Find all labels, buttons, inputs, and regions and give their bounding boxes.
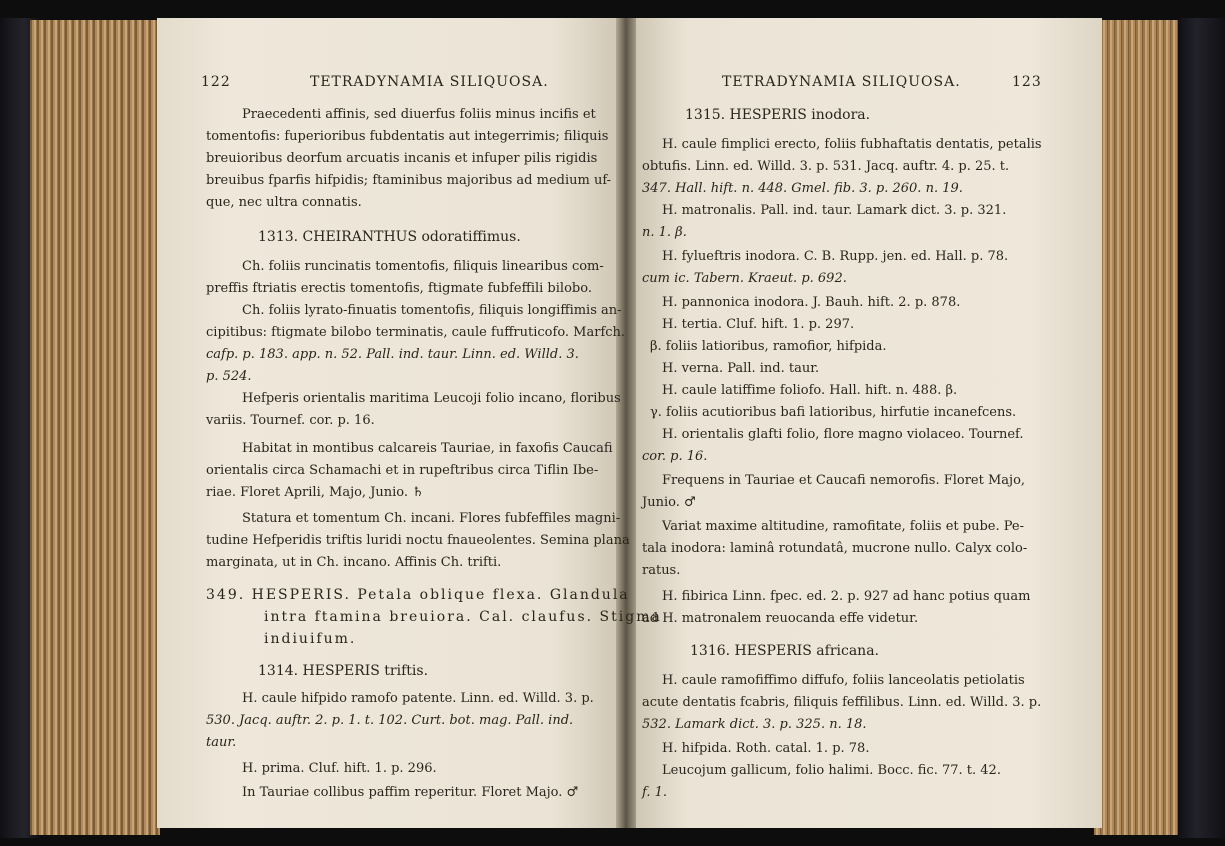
- text-line: preffis ftriatis erectis tomentofis, ftigmate fubfeffili bilobo.: [206, 281, 592, 296]
- text-line: H. orientalis glafti folio, flore magno violaceo. Tournef.: [662, 427, 1024, 442]
- text-line: variis. Tournef. cor. p. 16.: [206, 413, 375, 428]
- text-line: H. hifpida. Roth. catal. 1. p. 78.: [662, 741, 870, 756]
- text-line: H. caule ramofiffimo diffufo, foliis lanceolatis petiolatis: [662, 673, 1025, 688]
- text-line: Leucojum gallicum, folio halimi. Bocc. fic. 77. t. 42.: [662, 763, 1001, 778]
- text-line: que, nec ultra connatis.: [206, 195, 362, 210]
- genus-heading: 349. HESPERIS. Petala oblique flexa. Glandula: [206, 587, 630, 603]
- text-line: cor. p. 16.: [642, 449, 708, 464]
- text-line: H. pannonica inodora. J. Bauh. hift. 2. p. 878.: [662, 295, 961, 310]
- text-line: Statura et tomentum Ch. incani. Flores fubfeffiles magni-: [242, 511, 621, 526]
- book-gutter: [616, 18, 636, 828]
- species-heading: 1313. CHEIRANTHUS odoratiffimus.: [258, 229, 521, 245]
- text-line: 347. Hall. hift. n. 448. Gmel. fib. 3. p. 260. n. 19.: [642, 181, 963, 196]
- text-line: breuioribus deorfum arcuatis incanis et infuper pilis rigidis: [206, 151, 598, 166]
- text-line: Habitat in montibus calcareis Tauriae, in faxofis Caucafi: [242, 441, 613, 456]
- species-heading: 1314. HESPERIS triftis.: [258, 663, 429, 679]
- text-line: tala inodora: laminâ rotundatâ, mucrone nullo. Calyx colo-: [642, 541, 1028, 556]
- species-heading: 1315. HESPERIS inodora.: [685, 107, 871, 123]
- text-line: marginata, ut in Ch. incano. Affinis Ch. trifti.: [206, 555, 502, 570]
- text-line: ad H. matronalem reuocanda effe videtur.: [642, 611, 919, 626]
- text-line: Ch. foliis runcinatis tomentofis, filiquis linearibus com-: [242, 259, 604, 274]
- text-line: Variat maxime altitudine, ramofitate, foliis et pube. Pe-: [662, 519, 1024, 534]
- text-line: tudine Hefperidis triftis luridi noctu fnaueolentes. Semina plana: [206, 533, 630, 548]
- text-line: H. prima. Cluf. hift. 1. p. 296.: [242, 761, 437, 776]
- species-heading: 1316. HESPERIS africana.: [690, 643, 879, 659]
- right-running-head: TETRADYNAMIA SILIQUOSA.: [722, 74, 961, 90]
- text-line: Junio. ♂: [642, 495, 696, 510]
- text-line: β. foliis latioribus, ramofior, hifpida.: [650, 339, 887, 354]
- text-line: H. verna. Pall. ind. taur.: [662, 361, 820, 376]
- text-line: Frequens in Tauriae et Caucafi nemorofis. Floret Majo,: [662, 473, 1026, 488]
- text-line: γ. foliis acutioribus bafi latioribus, hirfutie incanefcens.: [650, 405, 1017, 420]
- text-line: orientalis circa Schamachi et in rupeftribus circa Tiflin Ibe-: [206, 463, 599, 478]
- text-line: H. fylueftris inodora. C. B. Rupp. jen. ed. Hall. p. 78.: [662, 249, 1009, 264]
- text-line: breuibus fparfis hifpidis; ftaminibus majoribus ad medium uf-: [206, 173, 612, 188]
- text-line: ratus.: [642, 563, 681, 578]
- text-line: f. 1.: [642, 785, 668, 800]
- text-line: cafp. p. 183. app. n. 52. Pall. ind. taur. Linn. ed. Willd. 3.: [206, 347, 579, 362]
- page-edges-right: [1094, 20, 1178, 835]
- text-line: obtufis. Linn. ed. Willd. 3. p. 531. Jacq. auftr. 4. p. 25. t.: [642, 159, 1010, 174]
- text-line: 530. Jacq. auftr. 2. p. 1. t. 102. Curt. bot. mag. Pall. ind.: [206, 713, 574, 728]
- text-line: H. tertia. Cluf. hift. 1. p. 297.: [662, 317, 855, 332]
- text-line: cipitibus: ftigmate bilobo terminatis, caule fuffruticofo. Marfch.: [206, 325, 626, 340]
- page-edges-left: [30, 20, 160, 835]
- text-line: H. caule fimplici erecto, foliis fubhaftatis dentatis, petalis: [662, 137, 1042, 152]
- text-line: In Tauriae collibus paffim reperitur. Floret Majo. ♂: [242, 785, 579, 800]
- text-line: n. 1. β.: [642, 225, 687, 240]
- text-line: Hefperis orientalis maritima Leucoji folio incano, floribus: [242, 391, 621, 406]
- right-page-number: 123: [1012, 74, 1042, 90]
- genus-heading-cont: indiuifum.: [264, 631, 357, 647]
- text-line: H. fibirica Linn. fpec. ed. 2. p. 927 ad hanc potius quam: [662, 589, 1031, 604]
- text-line: p. 524.: [206, 369, 252, 384]
- text-line: tomentofis: fuperioribus fubdentatis aut integerrimis; filiquis: [206, 129, 609, 144]
- book-cover-right: [1177, 18, 1225, 838]
- text-line: acute dentatis fcabris, filiquis feffilibus. Linn. ed. Willd. 3. p.: [642, 695, 1042, 710]
- text-line: H. caule hifpido ramofo patente. Linn. ed. Willd. 3. p.: [242, 691, 594, 706]
- text-line: Praecedenti affinis, sed diuerfus foliis minus incifis et: [242, 107, 596, 122]
- text-line: cum ic. Tabern. Kraeut. p. 692.: [642, 271, 847, 286]
- text-line: taur.: [206, 735, 237, 750]
- left-page-number: 122: [201, 74, 231, 90]
- text-line: H. caule latiffime foliofo. Hall. hift. n. 488. β.: [662, 383, 958, 398]
- text-line: Ch. foliis lyrato-finuatis tomentofis, filiquis longiffimis an-: [242, 303, 622, 318]
- genus-heading-cont: intra ftamina breuiora. Cal. claufus. Stigma: [264, 609, 662, 625]
- text-line: 532. Lamark dict. 3. p. 325. n. 18.: [642, 717, 867, 732]
- text-line: riae. Floret Aprili, Majo, Junio. ♄: [206, 485, 424, 500]
- text-line: H. matronalis. Pall. ind. taur. Lamark dict. 3. p. 321.: [662, 203, 1007, 218]
- left-running-head: TETRADYNAMIA SILIQUOSA.: [310, 74, 549, 90]
